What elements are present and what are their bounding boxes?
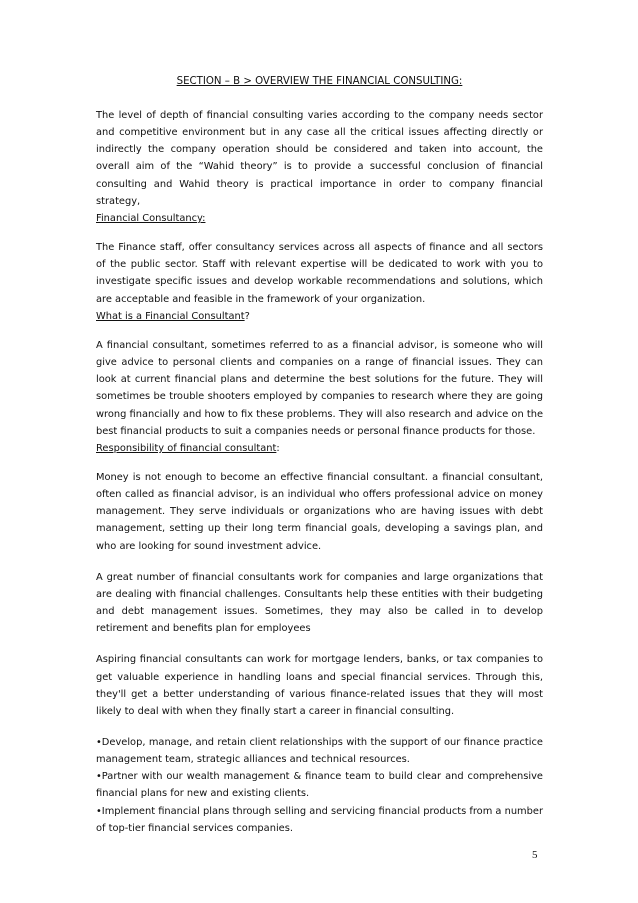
page-content	[96, 74, 543, 837]
what-is-body: A financial consultant, sometimes referred to as a financial advisor, is someone who will give advice to personal clients and companies on a range of financial issues. They can look at current financial plans and determine the best solutions for the future. They will sometimes be trouble shooters employed by companies to research where they are going wrong financially and how to fix these problems. They will also research and advice on the best financial products to suit a companies needs or personal finance products for those.	[96, 339, 543, 437]
financial-consultancy-heading	[96, 210, 543, 227]
responsibility-heading-suffix: :	[276, 442, 280, 454]
bullet-item-2: •Partner with our wealth management & finance team to build clear and comprehensive financial plans for new and existing clients.	[96, 771, 543, 800]
responsibility-paragraph-3: Aspiring financial consultants can work for mortgage lenders, banks, or tax companies to get valuable experience in handling loans and special financial services. Through this, they'll get a better understanding of various finance-related issues that they will most likely to deal with when they finally start a career in financial consulting.	[96, 654, 543, 717]
financial-consultancy-body: The Finance staff, offer consultancy services across all aspects of finance and all sectors of the public sector. Staff with relevant expertise will be dedicated to work with you to investigate specific issues and develop workable recommendations and solutions, which are acceptable and feasible in the framework of your organization.	[96, 242, 543, 305]
bullet-item-3: •Implement financial plans through selling and servicing financial products from a number of top-tier financial services companies.	[96, 805, 543, 834]
section-title: SECTION – B > OVERVIEW THE FINANCIAL CONSULTING:	[176, 76, 463, 87]
financial-consultancy-heading-text: Financial Consultancy:	[96, 212, 206, 224]
what-is-heading-suffix: ?	[244, 310, 250, 322]
what-is-heading-text: What is a Financial Consultant	[96, 310, 245, 322]
intro-paragraph: The level of depth of financial consulting varies according to the company needs sector and competitive environment but in any case all the critical issues affecting directly or indirectly the company operation should be considered and taken into account, the overall aim of the “Wahid theory” is to provide a successful conclusion of financial consulting and Wahid theory is practical importance in order to company financial strategy,	[96, 110, 543, 207]
page-number: 5	[532, 849, 538, 861]
responsibility-paragraph-2: A great number of financial consultants work for companies and large organizations that are dealing with financial challenges. Consultants help these entities with their budgeting and debt management issues. Sometimes, they may also be called in to develop retirement and benefits plan for employees	[96, 571, 543, 635]
what-is-heading	[96, 308, 543, 325]
bullet-item-1: •Develop, manage, and retain client relationships with the support of our finance practice management team, strategic alliances and technical resources.	[96, 737, 543, 766]
responsibility-paragraph-1: Money is not enough to become an effective financial consultant. a financial consultant, often called as financial advisor, is an individual who offers professional advice on money management. They serve individuals or organizations who are having issues with debt management, setting up their long term financial goals, developing a savings plan, and who are looking for sound investment advice.	[96, 471, 543, 552]
responsibility-heading-text: Responsibility of financial consultant	[96, 442, 277, 454]
responsibility-heading	[96, 440, 543, 457]
